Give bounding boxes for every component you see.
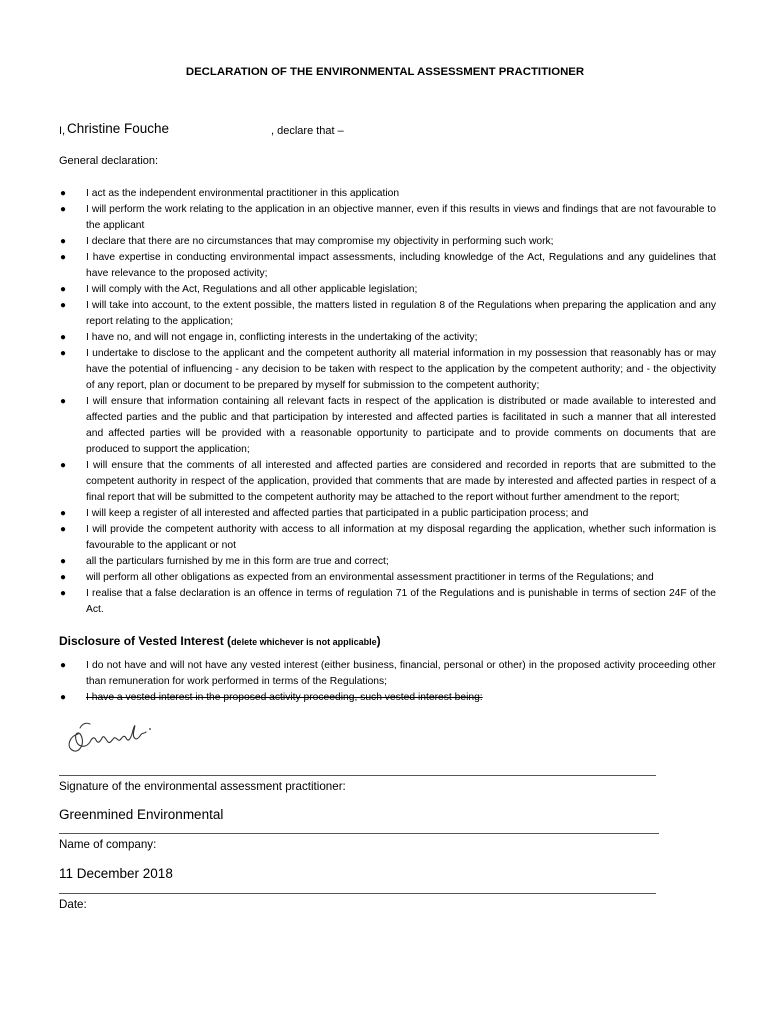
list-item: ● I have no, and will not engage in, conflicting interests in the undertaking of the activity; <box>59 330 716 346</box>
list-item: ● I do not have and will not have any vested interest (either business, financial, personal or other) in the proposed activity proceeding other than remuneration for work performed in terms of the Regulations; <box>60 660 716 687</box>
bullet-icon: ● <box>60 556 67 567</box>
general-declaration-heading: General declaration: <box>59 155 159 167</box>
date-line <box>59 893 656 894</box>
list-item-struck: ● I have a vested interest in the proposed activity proceeding, such vested interest being: <box>59 690 716 706</box>
list-item: ● will perform all other obligations as expected from an environmental assessment practitioner in terms of the Regulations; and <box>59 570 716 586</box>
date-label: Date: <box>59 898 87 911</box>
list-item: ● I will provide the competent authority with access to all information at my disposal regarding the application, whether such information is favourable to the applicant or not <box>60 524 716 551</box>
bullet-icon: ● <box>60 188 67 199</box>
list-item: ● I realise that a false declaration is an offence in terms of regulation 71 of the Regulations and is punishable in terms of section 24F of the Act. <box>60 588 716 615</box>
list-item: ● I will comply with the Act, Regulations and all other applicable legislation; <box>59 282 716 298</box>
list-item: ● I will keep a register of all interested and affected parties that participated in a public participation process; and <box>59 506 716 522</box>
list-item: ● I have expertise in conducting environmental impact assessments, including knowledge of the Act, Regulations and any guidelines that have relevance to the proposed activity; <box>60 252 716 279</box>
document-title: DECLARATION OF THE ENVIRONMENTAL ASSESSMENT PRACTITIONER <box>185 66 585 78</box>
disclosure-note: delete whichever is not applicable <box>231 637 377 647</box>
bullet-icon: ● <box>60 460 67 471</box>
general-declaration-list <box>59 186 716 618</box>
company-label: Name of company: <box>59 838 157 851</box>
bullet-icon: ● <box>60 252 67 263</box>
bullet-icon: ● <box>60 348 67 359</box>
declarant-name: Christine Fouche <box>67 121 170 136</box>
bullet-icon: ● <box>60 572 67 583</box>
list-item: ● all the particulars furnished by me in this form are true and correct; <box>59 554 716 570</box>
bullet-icon: ● <box>60 692 67 703</box>
bullet-icon: ● <box>60 332 67 343</box>
signature-line <box>59 775 656 776</box>
signature-label: Signature of the environmental assessment practitioner: <box>59 780 346 793</box>
disclosure-heading: Disclosure of Vested Interest (delete whichever is not applicable) <box>59 634 381 648</box>
list-item: ● I will take into account, to the extent possible, the matters listed in regulation 8 of the Regulations when preparing the application and any report relating to the application; <box>60 300 716 327</box>
list-item: ● I undertake to disclose to the applicant and the competent authority all material information in my possession that reasonably has or may have the potential of influencing - any decision to be taken with respect to the application by the competent authority; and - the objectivity of any report, plan or document to be prepared by myself for submission to the competent authority; <box>60 348 716 391</box>
declarant-line <box>59 121 719 141</box>
declarant-suffix: , declare that – <box>271 125 344 137</box>
bullet-icon: ● <box>60 236 67 247</box>
list-item: ● I will ensure that the comments of all interested and affected parties are considered and recorded in reports that are submitted to the competent authority in respect of the application, provided that comments that are made by interested and affected parties in respect of a final report that will be submitted to the competent authority may be attached to the report without further amendment to the report; <box>60 460 716 503</box>
bullet-icon: ● <box>60 204 67 215</box>
bullet-icon: ● <box>60 660 67 671</box>
company-name: Greenmined Environmental <box>59 807 224 822</box>
date-value: 11 December 2018 <box>59 866 173 881</box>
list-item: ● I act as the independent environmental practitioner in this application <box>59 186 716 202</box>
list-item: ● I declare that there are no circumstances that may compromise my objectivity in performing such work; <box>59 234 716 250</box>
handwritten-signature <box>64 712 160 756</box>
declarant-prefix: I, <box>59 125 66 137</box>
bullet-icon: ● <box>60 284 67 295</box>
bullet-icon: ● <box>60 300 67 311</box>
bullet-icon: ● <box>60 588 67 599</box>
bullet-icon: ● <box>60 524 67 535</box>
list-item: ● I will perform the work relating to the application in an objective manner, even if this results in views and findings that are not favourable to the applicant <box>60 204 716 231</box>
disclosure-list <box>59 658 716 706</box>
bullet-icon: ● <box>60 508 67 519</box>
list-item: ● I will ensure that information containing all relevant facts in respect of the application is distributed or made available to interested and affected parties and the public and that participation by interested and affected parties is facilitated in such a manner that all interested and affected parties will be provided with a reasonable opportunity to participate and to provide comments on documents that are produced to support the application; <box>60 396 716 455</box>
bullet-icon: ● <box>60 396 67 407</box>
company-line <box>59 833 659 834</box>
